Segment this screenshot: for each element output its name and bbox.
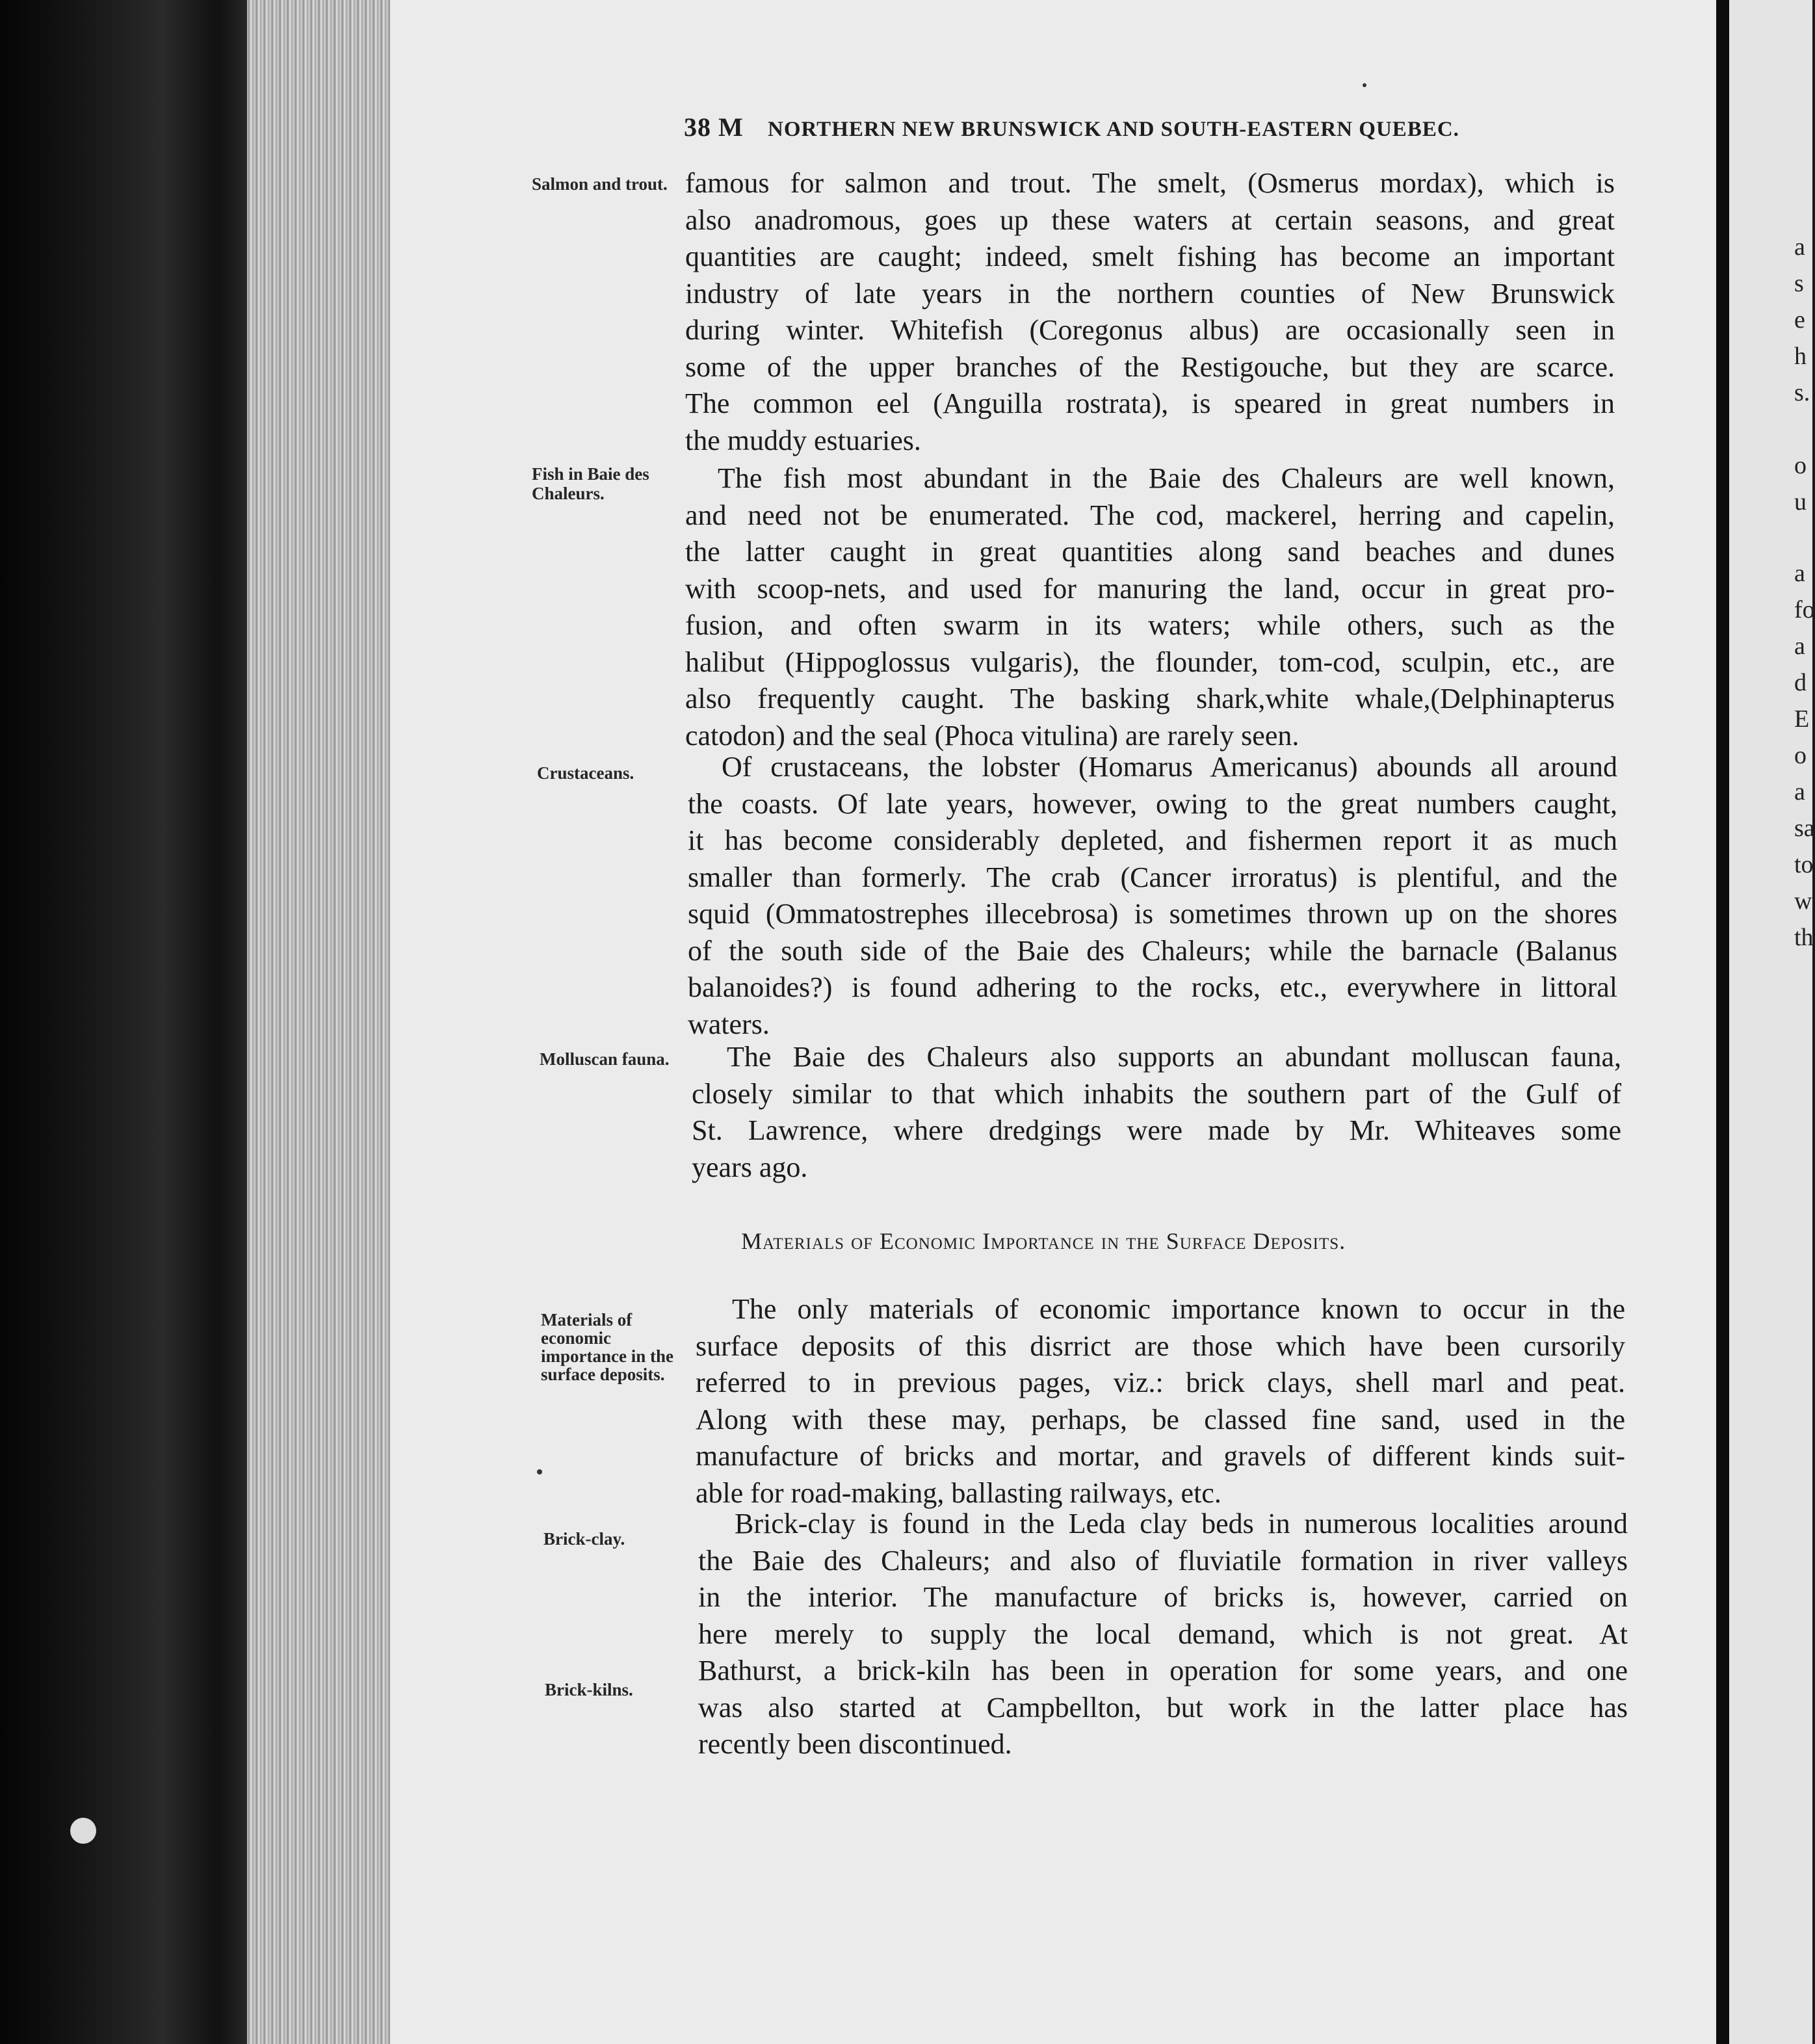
text-line: was also started at Campbellton, but work in the latter place has (698, 1691, 1628, 1723)
text-line: catodon) and the seal (Phoca vitulina) are rarely seen. (685, 719, 1299, 752)
text-line: Along with these may, perhaps, be classed fine sand, used in the (696, 1403, 1625, 1435)
scan-blemish (70, 1818, 96, 1844)
text-line: with scoop-nets, and used for manuring the land, occur in great pro- (685, 572, 1615, 605)
text-line: the Baie des Chaleurs; and also of fluviatile formation in river valleys (698, 1544, 1628, 1577)
facing-text: th (1794, 924, 1814, 951)
text-line: it has become considerably depleted, and fishermen report it as much (688, 824, 1617, 856)
facing-text: w (1794, 887, 1812, 915)
text-line: recently been discontinued. (698, 1728, 1012, 1760)
text-line: halibut (Hippoglossus vulgaris), the flounder, tom-cod, sculpin, etc., are (685, 646, 1615, 678)
text-line: waters. (688, 1008, 770, 1040)
text-line: St. Lawrence, where dredgings were made by Mr. Whiteaves some (692, 1114, 1621, 1146)
text-line: balanoides?) is found adhering to the rocks, etc., everywhere in littoral (688, 971, 1617, 1003)
facing-text: to (1794, 851, 1814, 878)
text-line: during winter. Whitefish (Coregonus albus) are occasionally seen in (685, 314, 1615, 346)
text-line: Of crustaceans, the lobster (Homarus Americanus) abounds all around (722, 751, 1617, 783)
book-binding-shadow (0, 0, 273, 2044)
text-line: some of the upper branches of the Restigouche, but they are scarce. (685, 350, 1615, 383)
sidenote-salmon-trout: Salmon and trout. (532, 174, 668, 194)
scan-speck (1363, 83, 1366, 87)
paragraph-brick-clay (698, 1506, 1628, 1763)
text-line: and need not be enumerated. The cod, mackerel, herring and capelin, (685, 499, 1615, 531)
page-number: 38 M (684, 112, 744, 142)
facing-text: a (1794, 633, 1805, 660)
facing-text: e (1794, 306, 1805, 334)
text-line: fusion, and often swarm in its waters; while others, such as the (685, 609, 1615, 641)
sidenote-brick-clay: Brick-clay. (543, 1529, 625, 1549)
facing-text: a (1794, 778, 1805, 806)
running-header (684, 112, 1516, 146)
text-line: squid (Ommatostrephes illecebrosa) is sometimes thrown up on the shores (688, 898, 1617, 930)
facing-text: d (1794, 669, 1807, 696)
text-line: surface deposits of this disrrict are those which have been cursorily (696, 1330, 1625, 1362)
sidenote-materials: Materials of economic importance in the surface deposits. (541, 1310, 673, 1384)
text-line: years ago. (692, 1151, 808, 1183)
text-line: here merely to supply the local demand, which is not great. At (698, 1618, 1628, 1650)
scan-speck (537, 1469, 542, 1474)
paragraph-crustaceans (688, 749, 1617, 1043)
facing-text: s (1794, 270, 1804, 297)
text-line: smaller than formerly. The crab (Cancer irroratus) is plentiful, and the (688, 861, 1617, 893)
text-line: also anadromous, goes up these waters at certain seasons, and great (685, 203, 1615, 236)
paragraph-salmon (685, 165, 1615, 459)
text-line: closely similar to that which inhabits the southern part of the Gulf of (692, 1077, 1621, 1110)
text-line: famous for salmon and trout. The smelt, (Osmerus mordax), which is (685, 167, 1615, 199)
text-line: the muddy estuaries. (685, 424, 921, 456)
section-heading: Materials of Economic Importance in the Surface Deposits. (741, 1228, 1346, 1254)
text-line: The common eel (Anguilla rostrata), is speared in great numbers in (685, 387, 1615, 419)
text-line: able for road-making, ballasting railways, etc. (696, 1476, 1221, 1509)
text-line: the latter caught in great quantities along sand beaches and dunes (685, 536, 1615, 568)
text-line: manufacture of bricks and mortar, and gravels of different kinds suit- (696, 1440, 1625, 1472)
sidenote-molluscan-fauna: Molluscan fauna. (540, 1049, 670, 1069)
page-edges (247, 0, 397, 2044)
paragraph-materials (696, 1291, 1625, 1512)
text-line: the coasts. Of late years, however, owing to the great numbers caught, (688, 787, 1617, 820)
sidenote-brick-kilns: Brick-kilns. (545, 1680, 633, 1699)
text-line: The Baie des Chaleurs also supports an abundant molluscan fauna, (727, 1041, 1621, 1073)
text-line: Brick-clay is found in the Leda clay beds in numerous localities around (735, 1508, 1628, 1540)
sidenote-fish-baie: Fish in Baie des Chaleurs. (532, 464, 649, 503)
facing-text: u (1794, 488, 1807, 516)
facing-text: fo (1794, 596, 1815, 623)
text-line: The only materials of economic importance known to occur in the (732, 1293, 1625, 1325)
facing-text: a (1794, 560, 1805, 587)
text-line: in the interior. The manufacture of bricks is, however, carried on (698, 1581, 1628, 1613)
facing-page-fragment (1729, 0, 1815, 2044)
facing-text: s. (1794, 379, 1810, 406)
text-line: of the south side of the Baie des Chaleurs; while the barnacle (Balanus (688, 934, 1617, 967)
text-line: industry of late years in the northern counties of New Brunswick (685, 277, 1615, 309)
paragraph-molluscan (692, 1039, 1621, 1186)
facing-text: o (1794, 452, 1807, 479)
running-title: NORTHERN NEW BRUNSWICK AND SOUTH-EASTERN QUEBEC. (768, 118, 1459, 141)
text-line: The fish most abundant in the Baie des Chaleurs are well known, (718, 462, 1615, 494)
paragraph-fish (685, 460, 1615, 754)
text-line: referred to in previous pages, viz.: brick clays, shell marl and peat. (696, 1367, 1625, 1398)
facing-text: sa (1794, 815, 1815, 842)
facing-text: o (1794, 742, 1807, 769)
sidenote-crustaceans: Crustaceans. (537, 763, 634, 783)
text-line: Bathurst, a brick-kiln has been in operation for some years, and one (698, 1655, 1628, 1686)
text-line: also frequently caught. The basking shark,white whale,(Delphinapterus (685, 683, 1615, 714)
page-gutter (1716, 0, 1729, 2044)
facing-text: h (1794, 343, 1807, 370)
facing-text: E (1794, 705, 1810, 733)
facing-text: a (1794, 233, 1805, 261)
text-line: quantities are caught; indeed, smelt fishing has become an important (685, 241, 1615, 272)
